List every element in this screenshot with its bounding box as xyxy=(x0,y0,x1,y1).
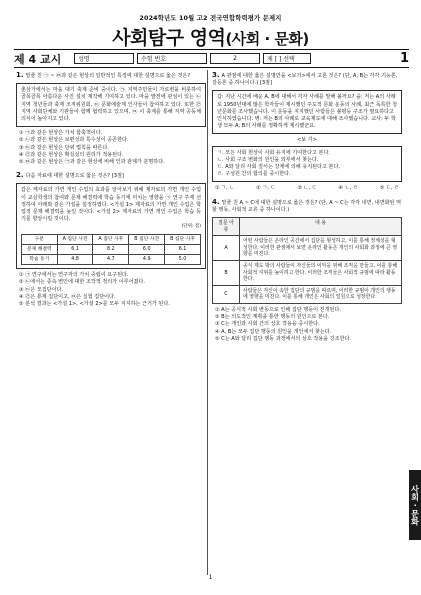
option-4[interactable]: ④ A, B는 모두 집단 행동의 원인을 개인에서 찾는다. xyxy=(215,328,332,335)
exam-number-value: 2 xyxy=(210,53,260,64)
option-4[interactable]: ④ ㉣은 통제 집단이고, ㉤은 실험 집단이다. xyxy=(19,293,116,300)
question-stem: 다음 자료에 대한 설명으로 옳은 것은? [3점] xyxy=(25,173,124,180)
option-2[interactable]: ② ㉡에서는 종속 변인에 대한 조작적 정의가 이루어졌다. xyxy=(19,279,145,286)
question-passage xyxy=(16,183,206,269)
dialogue-box: 갑: 지난 시간에 배운 A, B에 대해서 각자 사례를 말해 볼까요? 을: 저는 A의 사례로 1950년대에 많은 학자들이 제시했던 주도적 문화 운동의 사례, 최근 독특한 청년문화를 조사했습니다. 이 운동을 지지했던 사람들은 불평등 구조가 필요하다고 인식하였습니다. 병: 저는 B의 사례로 교육제도에 대해 조사했습니다. 교사: 두 학생 모두 A, B의 사례를 정확하게 제시했군요. xyxy=(212,90,402,134)
table-header: 구분 xyxy=(22,234,58,244)
option-3[interactable]: ③ ㉢과 같은 현상은 당위 법칙을 따른다. xyxy=(19,144,109,151)
passage-text: 갑은 제자료의 가면 개인 수업의 효과를 알아보기 위해 제자료의 가면 개인 수업이 교실학생의 참여와 문제 해결력에 학습 동기에 미치는 영향을 ㉠ 연구 주제 선정하여 아래와 같은 가설을 설정하였다. <가설 1> 제자료의 가면 개인 수업은 학업적 문제 해결력을 높일 것이다. <가설 2> 제자료의 가면 개인 수업은 학습 동기를 향상시킬 것이다. xyxy=(21,187,201,223)
table-header: 내 용 xyxy=(240,218,402,236)
question-3 xyxy=(212,72,402,193)
table-row: C 사람들은 자신이 속한 집단의 규범을 따르며, 이러한 규범이 개인의 행동에 영향을 미친다. 이를 통해 개인은 사회의 일원으로 성장한다. xyxy=(213,285,402,303)
left-column xyxy=(16,72,206,314)
title-sub: (사회 · 문화) xyxy=(225,30,309,48)
header-rule-bottom xyxy=(14,67,409,68)
option-5[interactable]: ⑤ 분석 결과는 <가설 1>, <가설 2>를 모두 지지하는 근거가 된다. xyxy=(19,301,170,308)
option-1[interactable]: ① ㄱ, ㄴ xyxy=(215,185,235,192)
option-3[interactable]: ③ ㉢은 모집단이다. xyxy=(19,286,64,293)
question-table xyxy=(212,217,402,304)
option-2[interactable]: ② ㄱ, ㄷ xyxy=(256,185,276,192)
footer-page-number: 1 xyxy=(208,574,213,581)
table-row: 문제 해결력 6.1 8.2 6.0 6.1 xyxy=(22,244,201,254)
option-4[interactable]: ④ ㄴ, ㄹ xyxy=(338,185,358,192)
question-2 xyxy=(16,172,206,308)
table-row: 학습 동기 4.8 4.7 4.9 5.0 xyxy=(22,255,201,265)
exam-info-line: 2024학년도 10월 고2 전국연합학력평가 문제지 xyxy=(139,15,282,22)
bogi-item: ㄱ. 모든 사회 현상이 사회 유지에 기여한다고 본다. xyxy=(217,149,330,156)
table-header: B 집단 사후 xyxy=(165,234,201,244)
answer-options xyxy=(212,185,402,192)
results-table xyxy=(21,234,201,266)
page-title xyxy=(0,23,421,50)
bogi-item: ㄴ. 사회 구조 변화의 원인을 외부에서 찾는다. xyxy=(217,156,319,163)
question-number: 1. xyxy=(16,71,24,79)
option-1[interactable]: ① ㉠과 같은 현상은 가치 함축적이다. xyxy=(19,130,103,137)
option-1[interactable]: ① A는 공식적 사회 변동으로 인해 집단 행동이 전개된다. xyxy=(215,306,341,313)
page-number: 1 xyxy=(399,51,409,66)
bogi-title: <보 기> xyxy=(297,137,317,144)
question-stem: A 관점에 대한 옳은 설명만을 <보기>에서 고른 것은? (단, A, B는 각각 기능론, 갈등론 중 하나이다.) [3점] xyxy=(212,73,398,87)
option-2[interactable]: ② ㉡과 같은 현상은 보편성과 특수성이 공존한다. xyxy=(19,137,129,144)
table-row: B 공식 제도 밖의 사람들이 자신들의 이익을 위해 조직을 만들고, 이를 통해 사회적 지위를 높이려고 한다. 이러한 조직들은 사회적 규범에 따라 활동한다. xyxy=(213,261,402,286)
table-header: B 집단 사전 xyxy=(129,234,165,244)
table-header: A 집단 사후 xyxy=(93,234,129,244)
name-label: 성명 xyxy=(78,56,90,63)
option-5[interactable]: ⑤ ㉤과 같은 현상은 ㉠과 같은 현상에 비해 인과 관계가 분명하다. xyxy=(19,159,165,166)
question-1 xyxy=(16,72,206,166)
table-header: A 집단 사전 xyxy=(57,234,93,244)
question-number: 2. xyxy=(16,171,24,180)
choice-label: 제 [ ] 선택 xyxy=(267,56,295,63)
option-3[interactable]: ③ ㄴ, ㄷ xyxy=(297,185,317,192)
right-column xyxy=(212,72,402,349)
exam-no-label: 수험 번호 xyxy=(141,56,167,63)
bogi-item: ㄷ. A와 달리 사회 질서는 강제에 의해 유지된다고 본다. xyxy=(217,164,341,171)
choice-field[interactable] xyxy=(263,53,311,64)
name-field[interactable] xyxy=(74,53,134,64)
question-stem: 밑줄 친 A ~ C에 대한 설명으로 옳은 것은? (단, A ~ C는 각각 내면, 내면화된 역할 행동, 사회적 교류 중 하나이다.) xyxy=(212,199,402,213)
exam-number-field[interactable] xyxy=(137,53,207,64)
option-3[interactable]: ③ C는 개인과 사회 간의 상호 작용을 중시한다. xyxy=(215,321,320,328)
subject-side-tab: 사회 · 문화 xyxy=(409,470,421,540)
bogi-item: ㄹ. 구성원 간의 합의를 중시한다. xyxy=(217,171,291,178)
info-bar xyxy=(14,51,409,66)
question-number: 4. xyxy=(212,197,220,206)
question-stem: 밑줄 친 ㉠ ~ ㉤과 같은 현상의 일반적인 특징에 대한 설명으로 옳은 것은? xyxy=(25,73,191,79)
bogi-box xyxy=(212,146,402,183)
question-number: 3. xyxy=(212,71,220,79)
table-unit: (단위: 점) xyxy=(181,224,201,230)
session-label: 제 4 교시 xyxy=(14,52,62,66)
option-1[interactable]: ① ㉠ 연구에서는 연구자의 가치 중립이 요구된다. xyxy=(19,272,129,279)
table-header: 질문 아류 xyxy=(213,218,240,236)
option-4[interactable]: ④ ㉣과 같은 현상은 확실성의 원리가 적용된다. xyxy=(19,151,124,158)
question-passage: 춘삼가에서는 마을 대기 축제 준비 중이다. ㉠ 지역주민들이 가로변을 비롯하여 골목골목 아름다운 사진 설치 제작해 기여하고 있다. 마을 발전에 관심이 있는 ㉡ 지역 청년들과 축제 조직위원회, ㉢ 문화예술계 인사들이 참여하고 있다. 또한 ㉣ 지역 사회단체와 기관들이 함께 협력하고 있으며, ㉤ 이 축제를 통해 지역 공동체 의식이 높아지고 있다. xyxy=(16,83,206,127)
option-5[interactable]: ⑤ ㄷ, ㄹ xyxy=(379,185,399,192)
option-2[interactable]: ② B는 의도적인 계획을 통한 행동의 원인으로 본다. xyxy=(215,314,330,321)
table-row: A 어떤 사람들은 온라인 공간에서 집단을 형성하고, 이를 통해 정체성을 형성한다. 이러한 관점에서 보면 온라인 활동은 개인의 사회화 과정에 큰 영향을 미친다. xyxy=(213,236,402,261)
column-divider xyxy=(207,70,208,575)
title-main: 사회탐구 영역 xyxy=(112,27,226,49)
question-4 xyxy=(212,199,402,343)
option-5[interactable]: ⑤ C는 A와 달리 집단 행동 과정에서의 상호 작용을 강조한다. xyxy=(215,335,352,342)
